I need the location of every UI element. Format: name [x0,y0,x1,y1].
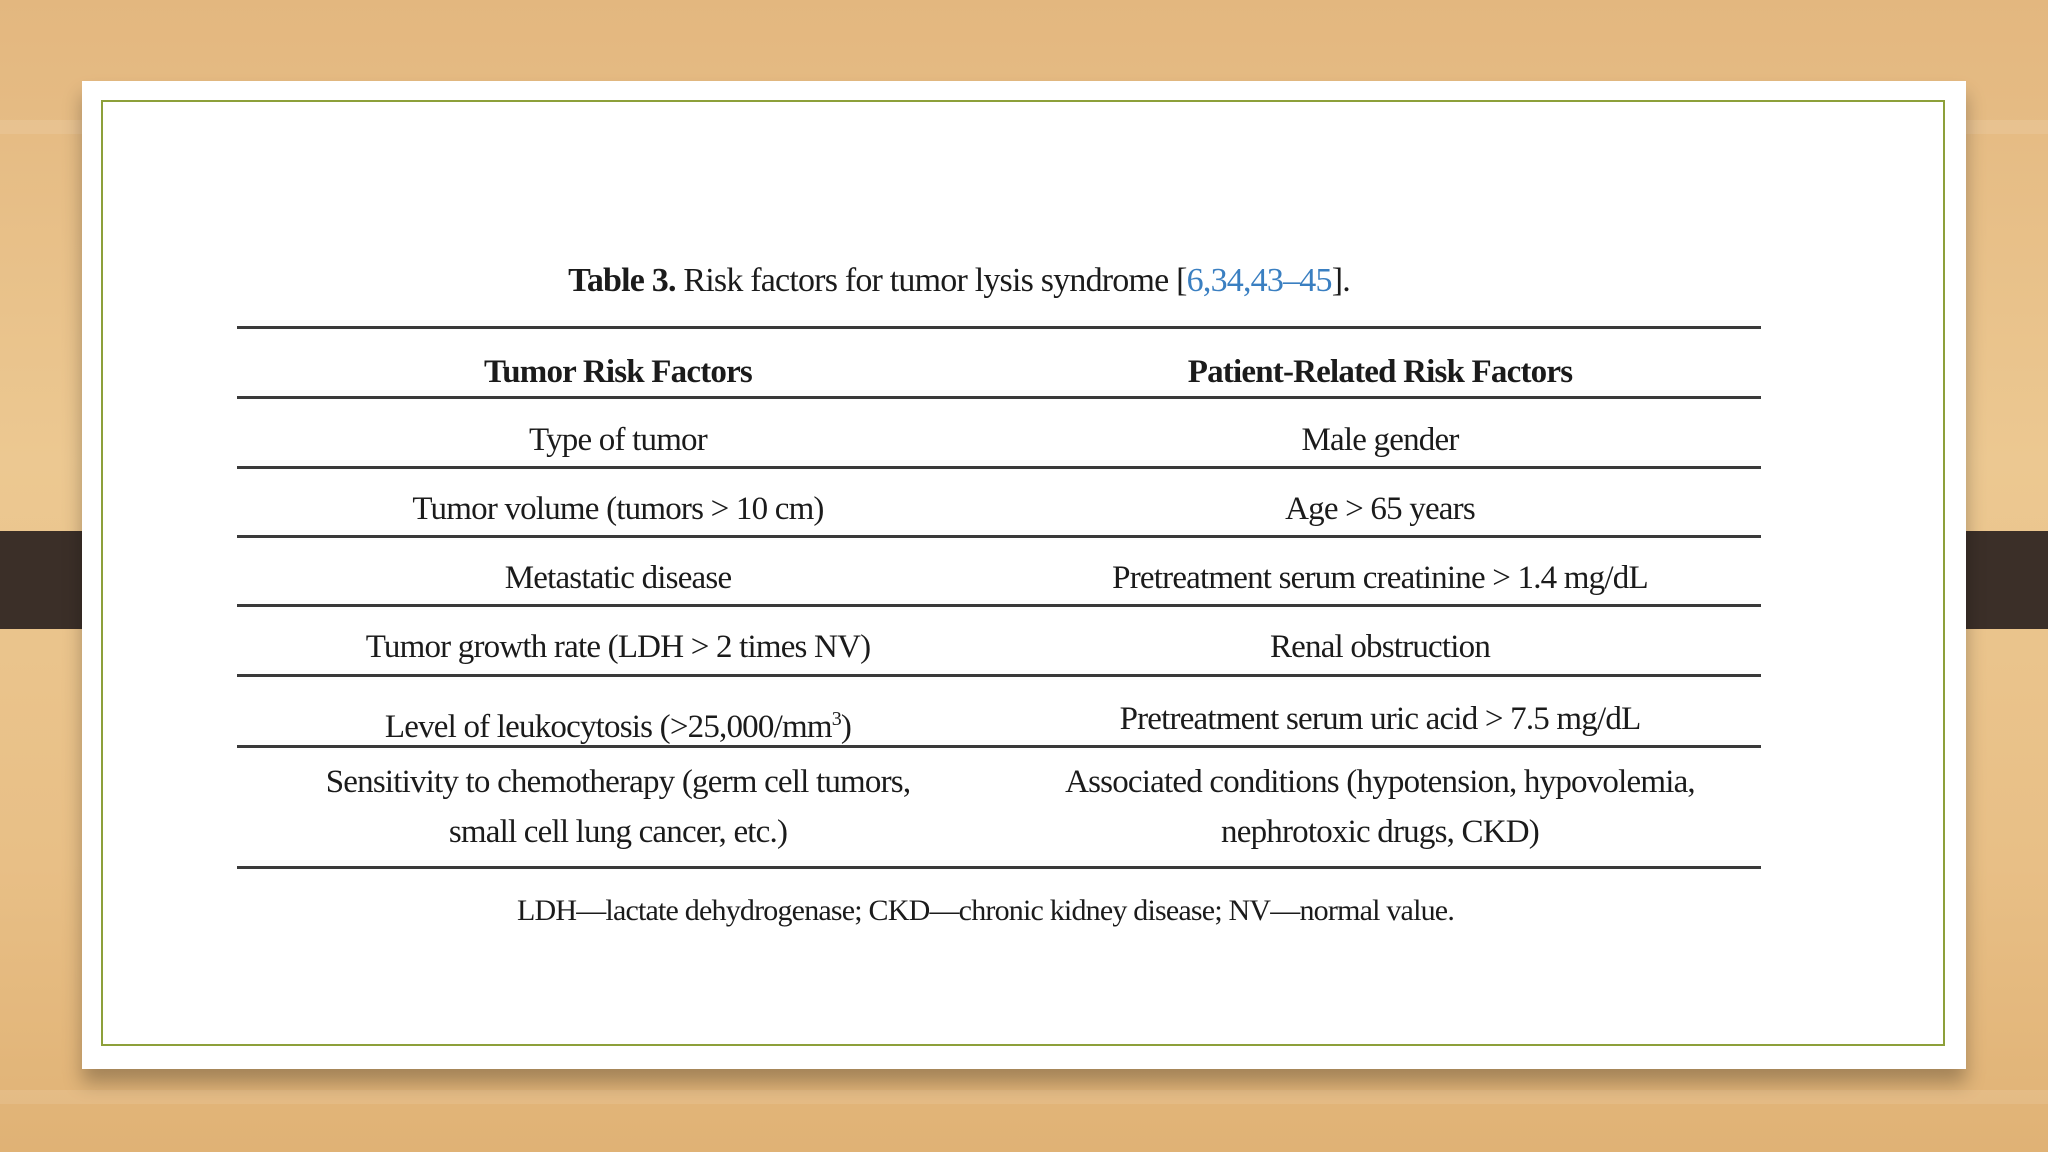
table-cell: Tumor growth rate (LDH > 2 times NV) [365,629,871,665]
row-rule [237,745,1761,748]
header-patient-related-risk-factors: Patient-Related Risk Factors [1187,354,1573,390]
leukocytosis-close: ) [840,709,852,745]
superscript: 3 [831,708,841,730]
table-caption [194,262,1724,300]
table-cell [237,694,999,752]
table-cell [237,757,999,857]
table-cell: Type of tumor [529,422,707,458]
table-cell: Renal obstruction [1269,629,1491,665]
table-footnote: LDH—lactate dehydrogenase; CKD—chronic kidney disease; NV—normal value. [516,894,1455,927]
caption-references-link[interactable]: 6,34,43–45 [1186,262,1332,299]
cell-line: Associated conditions (hypotension, hypovolemia, [1065,764,1695,800]
table-top-rule [237,326,1761,329]
cell-line: small cell lung cancer, etc.) [448,814,788,850]
cell-line: nephrotoxic drugs, CKD) [1221,814,1539,850]
table-cell: Age > 65 years [1285,491,1475,527]
table-cell: Male gender [1301,422,1459,458]
slide-card [82,81,1966,1069]
table-figure [194,242,1777,958]
row-rule [237,466,1761,469]
header-rule [237,396,1761,399]
caption-label: Table 3. [568,262,676,299]
table-cell [999,757,1761,857]
leukocytosis-text: Level of leukocytosis (>25,000/mm [384,709,832,745]
row-rule [237,535,1761,538]
caption-end: ]. [1331,262,1350,299]
caption-text: Risk factors for tumor lysis syndrome [ [675,262,1187,299]
table-bottom-rule [237,866,1761,869]
wood-grain [0,1090,2048,1104]
table-cell: Pretreatment serum uric acid > 7.5 mg/dL [1119,701,1641,737]
table-cell: Pretreatment serum creatinine > 1.4 mg/dL [1112,560,1648,596]
table-cell: Metastatic disease [504,560,732,596]
row-rule [237,604,1761,607]
table-cell: Tumor volume (tumors > 10 cm) [412,491,824,527]
header-tumor-risk-factors: Tumor Risk Factors [484,354,752,390]
cell-line: Sensitivity to chemotherapy (germ cell tumors, [325,764,911,800]
row-rule [237,674,1761,677]
